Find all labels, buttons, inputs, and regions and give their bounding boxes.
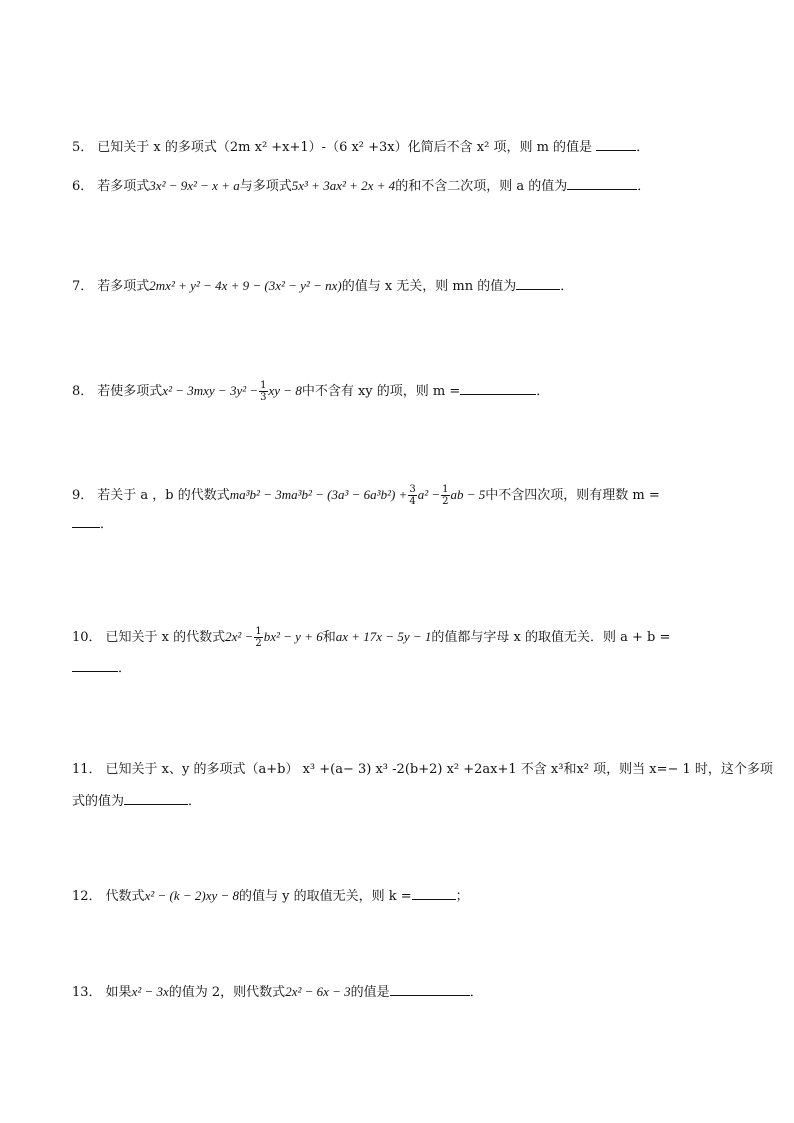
math-expression: ab − 5 [450,487,486,502]
question-5 [72,138,722,158]
question-text: 的值是 [350,985,390,1000]
answer-blank[interactable] [72,659,118,672]
punctuation: ． [469,985,483,1000]
math-expression: xy − 8 [268,383,302,398]
punctuation: ． [637,179,651,194]
question-8 [72,380,722,403]
question-11 [72,760,773,812]
math-expression: ma³b² − 3ma³b² − (3a³ − 6a³b²) + [229,487,408,502]
answer-blank[interactable] [72,515,100,528]
question-text: 已知关于 x 的代数式 [105,630,226,645]
punctuation: ． [118,661,132,676]
question-number: 13． [72,985,102,1000]
question-text: 如果 [105,985,132,1000]
question-number: 12． [72,889,102,904]
question-text: 和 [322,630,336,645]
question-text: 的值与 x 无关，则 mn 的值为 [341,279,517,294]
question-12 [72,886,722,907]
fraction [408,484,416,507]
question-number: 8． [72,384,94,399]
question-number: 11． [72,762,102,777]
question-text: 若使多项式 [97,384,163,399]
question-text: 的值为 2，则代数式 [168,985,286,1000]
math-expression: 2x² − [225,629,254,644]
denominator: 2 [442,496,449,507]
question-text: 中不含四次项，则有理数 m = [485,488,660,503]
question-text: 的和不含二次项，则 a 的值为 [395,179,568,194]
question-text: 已知关于 x、y 的多项式（a+b） x³ +(a− 3) x³ -2(b+2) x² +2ax+1 不含 x³和x² 项，则当 x=− 1 时，这个多项 [105,762,773,777]
fraction [259,380,267,403]
punctuation: ． [100,517,114,532]
question-number: 10． [72,630,102,645]
question-text: 中不含有 xy 的项，则 m = [301,384,461,399]
question-text: 式的值为 [72,794,125,809]
answer-blank[interactable] [412,887,456,900]
numerator: 1 [260,380,267,391]
answer-blank[interactable] [390,983,470,996]
question-9 [72,484,722,535]
question-number: 7． [72,279,94,294]
denominator: 4 [409,496,416,507]
numerator: 1 [442,484,449,495]
punctuation: ． [536,384,550,399]
denominator: 3 [260,392,267,403]
punctuation: ． [560,279,574,294]
fraction [441,484,449,507]
question-text: 已知关于 x 的多项式（2m x² +x+1）-（6 x² +3x）化简后不含 x² 项，则 m 的值是 [97,140,593,155]
numerator: 1 [255,626,262,637]
question-text: 若多项式 [97,179,150,194]
math-expression: 3x² − 9x² − x + a [149,178,240,193]
punctuation: ． [188,794,202,809]
question-13 [72,982,722,1003]
question-text: 代数式 [105,889,145,904]
answer-blank[interactable] [516,277,560,290]
math-expression: a² − [417,487,441,502]
numerator: 3 [409,484,416,495]
fraction [254,626,262,649]
answer-blank[interactable] [124,792,188,805]
question-text: 若多项式 [97,279,150,294]
question-text: 的值都与字母 x 的取值无关．则 a + b = [431,630,671,645]
question-text: 与多项式 [239,179,292,194]
math-expression: 2x² − 6x − 3 [285,984,351,999]
answer-blank[interactable] [596,138,636,151]
math-expression: ax + 17x − 5y − 1 [335,629,432,644]
punctuation: ； [455,889,469,904]
question-text: 的值与 y 的取值无关，则 k = [239,889,412,904]
question-7 [72,276,722,297]
denominator: 2 [255,638,262,649]
math-expression: x² − (k − 2)xy − 8 [144,888,240,903]
question-number: 6． [72,179,94,194]
punctuation: ． [636,140,650,155]
math-expression: 2mx² + y² − 4x + 9 − (3x² − y² − nx) [149,278,342,293]
math-expression: 5x³ + 3ax² + 2x + 4 [291,178,396,193]
question-6 [72,176,722,197]
answer-blank[interactable] [460,382,536,395]
answer-blank[interactable] [567,177,637,190]
math-expression: x² − 3x [131,984,169,999]
question-text: 若关于 a ，b 的代数式 [97,488,230,503]
question-number: 5． [72,140,94,155]
question-number: 9． [72,488,94,503]
math-expression: x² − 3mxy − 3y² − [162,383,259,398]
math-expression: bx² − y + 6 [263,629,323,644]
question-10 [72,626,722,679]
